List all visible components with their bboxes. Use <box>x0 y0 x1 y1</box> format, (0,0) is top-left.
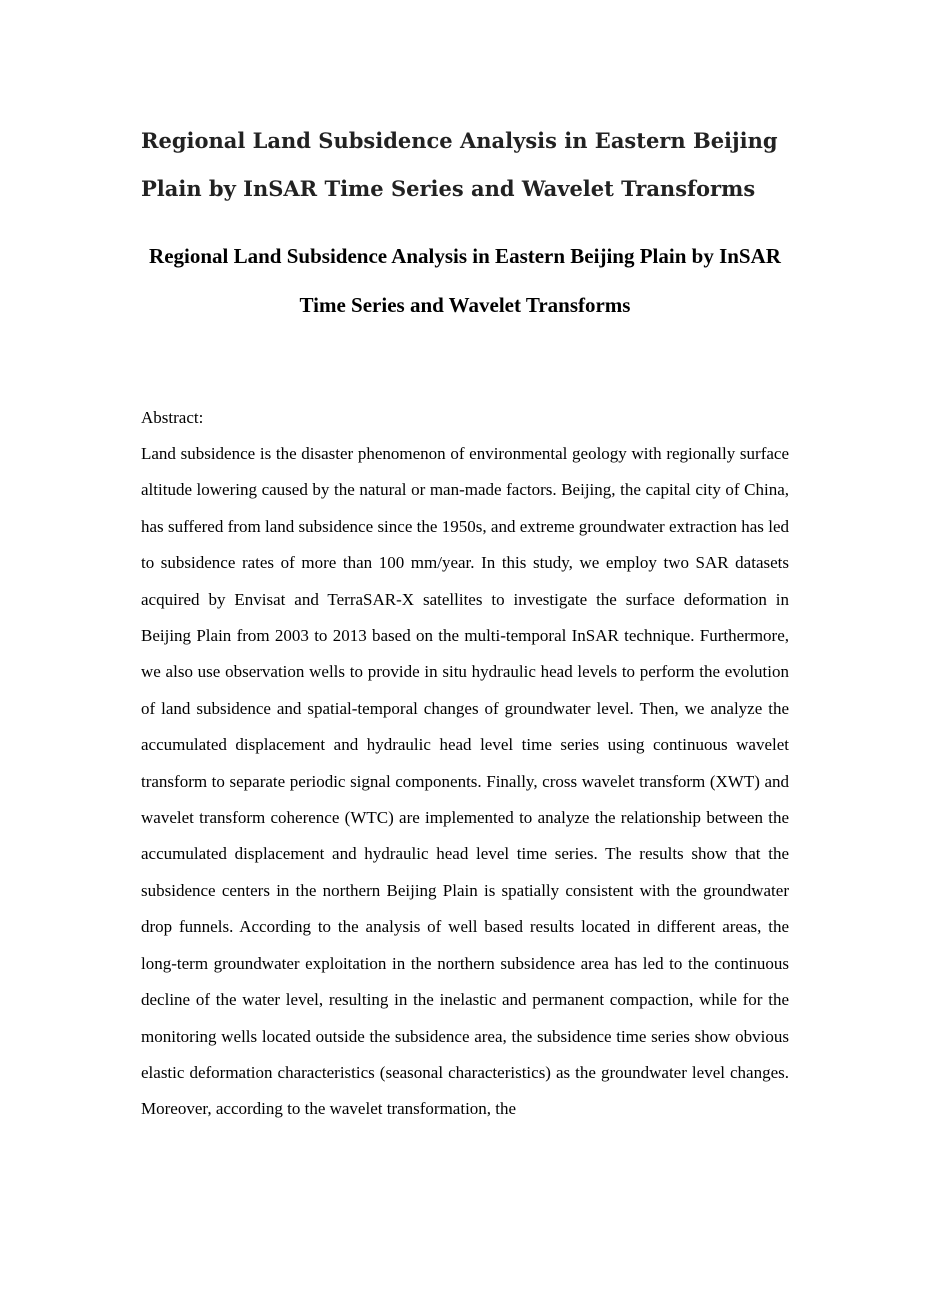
main-title: Regional Land Subsidence Analysis in Eastern Beijing Plain by InSAR Time Series and Wavelet Transforms <box>149 244 781 317</box>
header-title: Regional Land Subsidence Analysis in Eastern Beijing Plain by InSAR Time Series and Wavelet Transforms <box>141 128 778 201</box>
abstract-text: Land subsidence is the disaster phenomenon of environmental geology with regionally surface altitude lowering caused by the natural or man-made factors. Beijing, the capital city of China, has suffered from land subsidence since the 1950s, and extreme groundwater extraction has led to subsidence rates of more than 100 mm/year. In this study, we employ two SAR datasets acquired by Envisat and TerraSAR-X satellites to investigate the surface deformation in Beijing Plain from 2003 to 2013 based on the multi-temporal InSAR technique. Furthermore, we also use observation wells to provide in situ hydraulic head levels to perform the evolution of land subsidence and spatial-temporal changes of groundwater level. Then, we analyze the accumulated displacement and hydraulic head level time series using continuous wavelet transform to separate periodic signal components. Finally, cross wavelet transform (XWT) and wavelet transform coherence (WTC) are implemented to analyze the relationship between the accumulated displacement and hydraulic head level time series. The results show that the subsidence centers in the northern Beijing Plain is spatially consistent with the groundwater drop funnels. According to the analysis of well based results located in different areas, the long-term groundwater exploitation in the northern subsidence area has led to the continuous decline of the water level, resulting in the inelastic and permanent compaction, while for the monitoring wells located outside the subsidence area, the subsidence time series show obvious elastic deformation characteristics (seasonal characteristics) as the groundwater level changes. Moreover, according to the wavelet transformation, the <box>141 444 789 1119</box>
abstract-label: Abstract: <box>141 408 204 427</box>
